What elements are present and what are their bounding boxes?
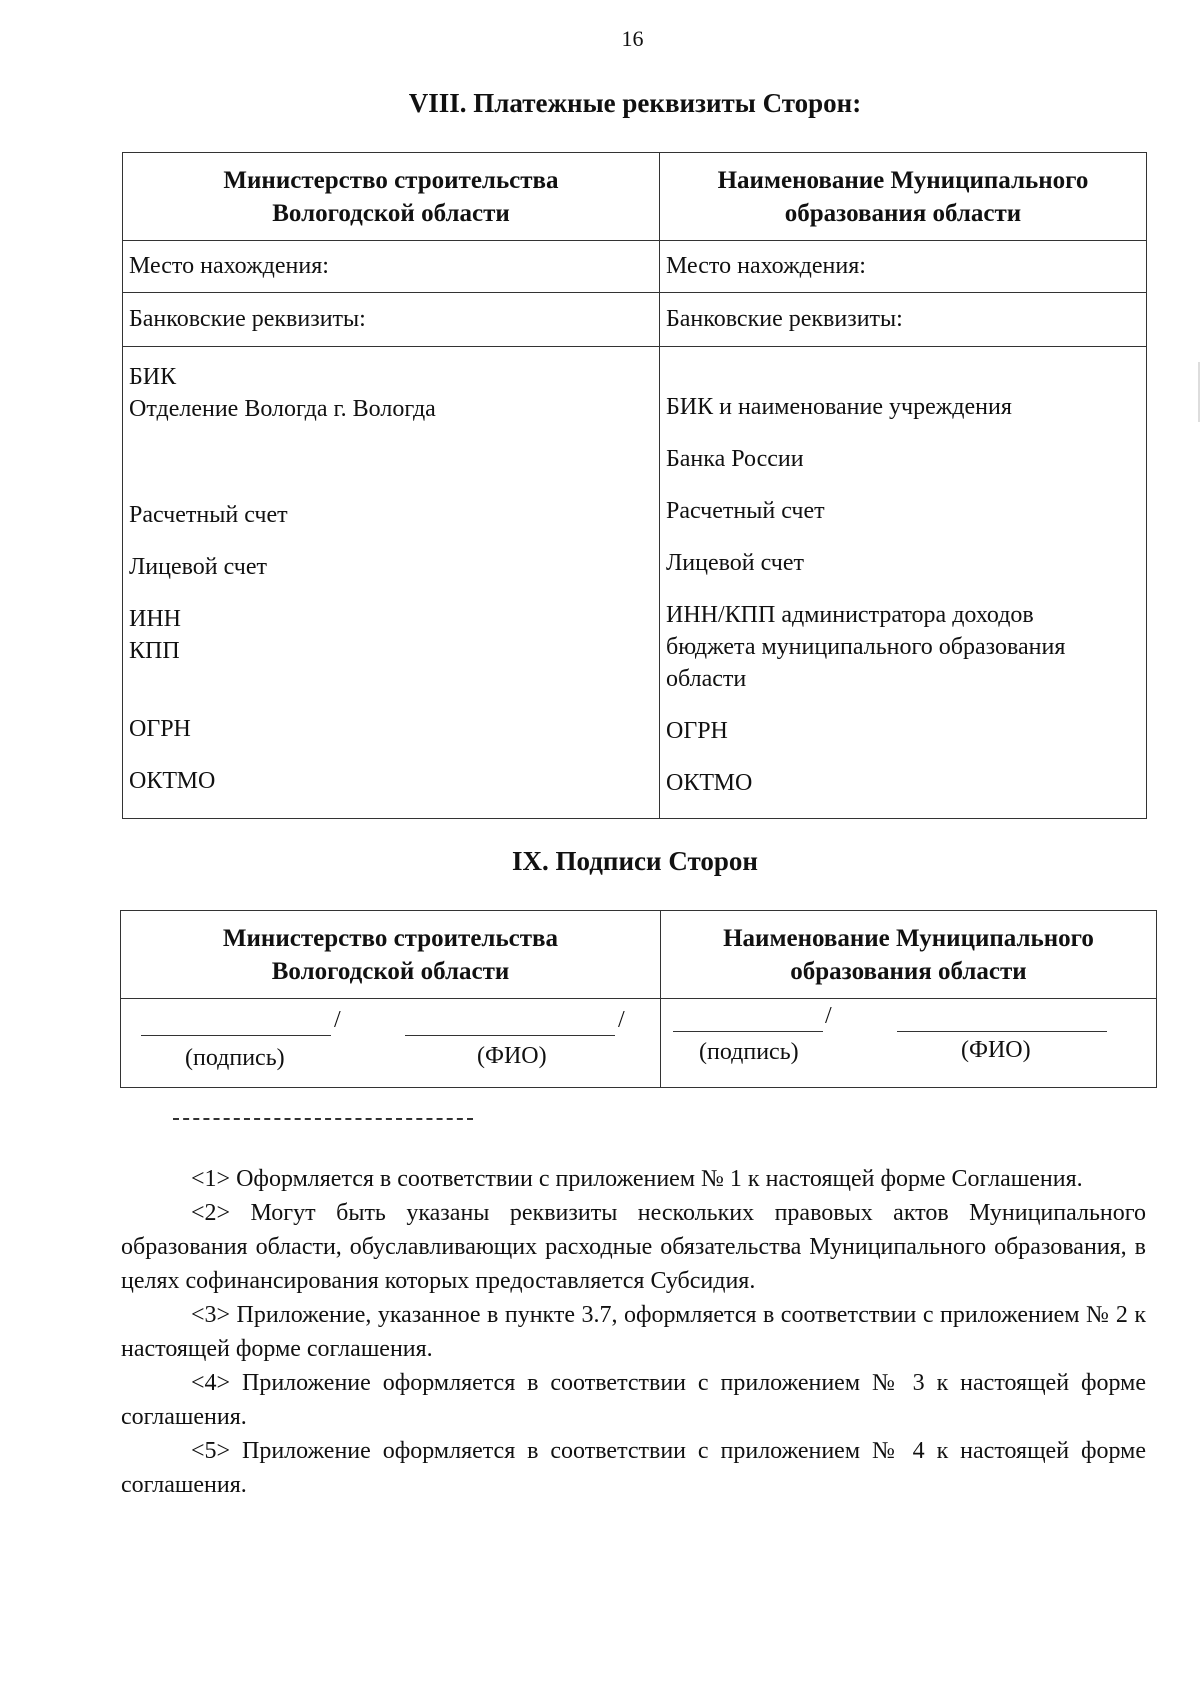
signatures-left-header-line1: Министерство строительства	[222, 924, 559, 952]
right-inn-line1: ИНН/КПП администратора доходов	[666, 602, 1034, 628]
right-ogrn: ОГРН	[666, 718, 728, 744]
left-signature-caption: (подпись)	[185, 1045, 285, 1071]
right-inn-line2: бюджета муниципального образования	[666, 634, 1066, 660]
right-account: Расчетный счет	[666, 498, 825, 524]
payment-right-header-line2: образования области	[784, 199, 1022, 227]
payment-right-header-line1: Наименование Муниципального	[717, 166, 1089, 194]
footnote-3: <3> Приложение, указанное в пункте 3.7, оформляется в соответствии с приложением № 2 к настоящей форме соглашения.	[121, 1302, 1146, 1362]
footnote-2: <2> Могут быть указаны реквизиты нескольких правовых актов Муниципального образования области, обуславливающих расходные обязательства Муниципального образования, в целях софинансирования которых предоставляется Субсидия.	[121, 1200, 1146, 1294]
right-personal-account: Лицевой счет	[666, 550, 805, 576]
footnotes	[121, 1162, 1146, 1502]
right-signature-cell	[661, 999, 1157, 1088]
signatures-right-header-line1: Наименование Муниципального	[723, 924, 1094, 952]
payment-section-title: VIII. Платежные реквизиты Сторон:	[408, 88, 862, 118]
right-bank-details	[660, 347, 1147, 819]
left-name-caption: (ФИО)	[477, 1043, 547, 1069]
signatures-left-header-line2: Вологодской области	[271, 957, 510, 985]
signatures-table	[120, 910, 1157, 1088]
payment-left-header-line1: Министерство строительства	[223, 166, 559, 194]
right-name-line	[897, 1031, 1107, 1032]
left-name-line	[405, 1035, 615, 1036]
signatures-right-header	[661, 911, 1157, 999]
left-location-label: Место нахождения:	[123, 241, 660, 293]
left-inn: ИНН	[129, 606, 181, 632]
payment-left-header-line2: Вологодской области	[272, 199, 510, 227]
right-oktmo: ОКТМО	[666, 770, 753, 796]
left-account: Расчетный счет	[129, 502, 288, 528]
right-signature-line	[673, 1031, 823, 1032]
footnote-5: <5> Приложение оформляется в соответствии с приложением № 4 к настоящей форме соглашения.	[121, 1438, 1146, 1498]
left-bank-label: Банковские реквизиты:	[123, 293, 660, 347]
right-inn-line3: области	[666, 666, 747, 692]
footnote-4: <4> Приложение оформляется в соответствии с приложением № 3 к настоящей форме соглашения.	[121, 1370, 1146, 1430]
right-name-caption: (ФИО)	[961, 1037, 1031, 1063]
left-branch: Отделение Вологда г. Вологда	[129, 396, 436, 422]
page-number: 16	[621, 26, 644, 51]
signatures-section-title: IX. Подписи Сторон	[512, 846, 758, 876]
left-bank-details	[123, 347, 660, 819]
footnote-separator	[173, 1118, 473, 1120]
left-signature-line	[141, 1035, 331, 1036]
left-bik: БИК	[129, 364, 177, 390]
right-bik-line2: Банка России	[666, 446, 804, 472]
payment-details-table	[122, 152, 1147, 819]
footnote-1: <1> Оформляется в соответствии с приложением № 1 к настоящей форме Соглашения.	[191, 1166, 1083, 1192]
left-oktmo: ОКТМО	[129, 768, 216, 794]
payment-right-header	[660, 153, 1147, 241]
right-location-label: Место нахождения:	[660, 241, 1147, 293]
left-kpp: КПП	[129, 638, 180, 664]
left-signature-slash: /	[334, 1007, 341, 1033]
left-ogrn: ОГРН	[129, 716, 191, 742]
right-signature-caption: (подпись)	[699, 1039, 799, 1065]
left-name-slash: /	[618, 1007, 625, 1033]
signatures-left-header	[121, 911, 661, 999]
payment-left-header	[123, 153, 660, 241]
left-personal-account: Лицевой счет	[129, 554, 268, 580]
left-signature-cell	[121, 999, 661, 1088]
signatures-right-header-line2: образования области	[790, 957, 1027, 985]
right-bik-line1: БИК и наименование учреждения	[666, 394, 1012, 420]
right-signature-slash: /	[825, 1003, 832, 1029]
right-bank-label: Банковские реквизиты:	[660, 293, 1147, 347]
